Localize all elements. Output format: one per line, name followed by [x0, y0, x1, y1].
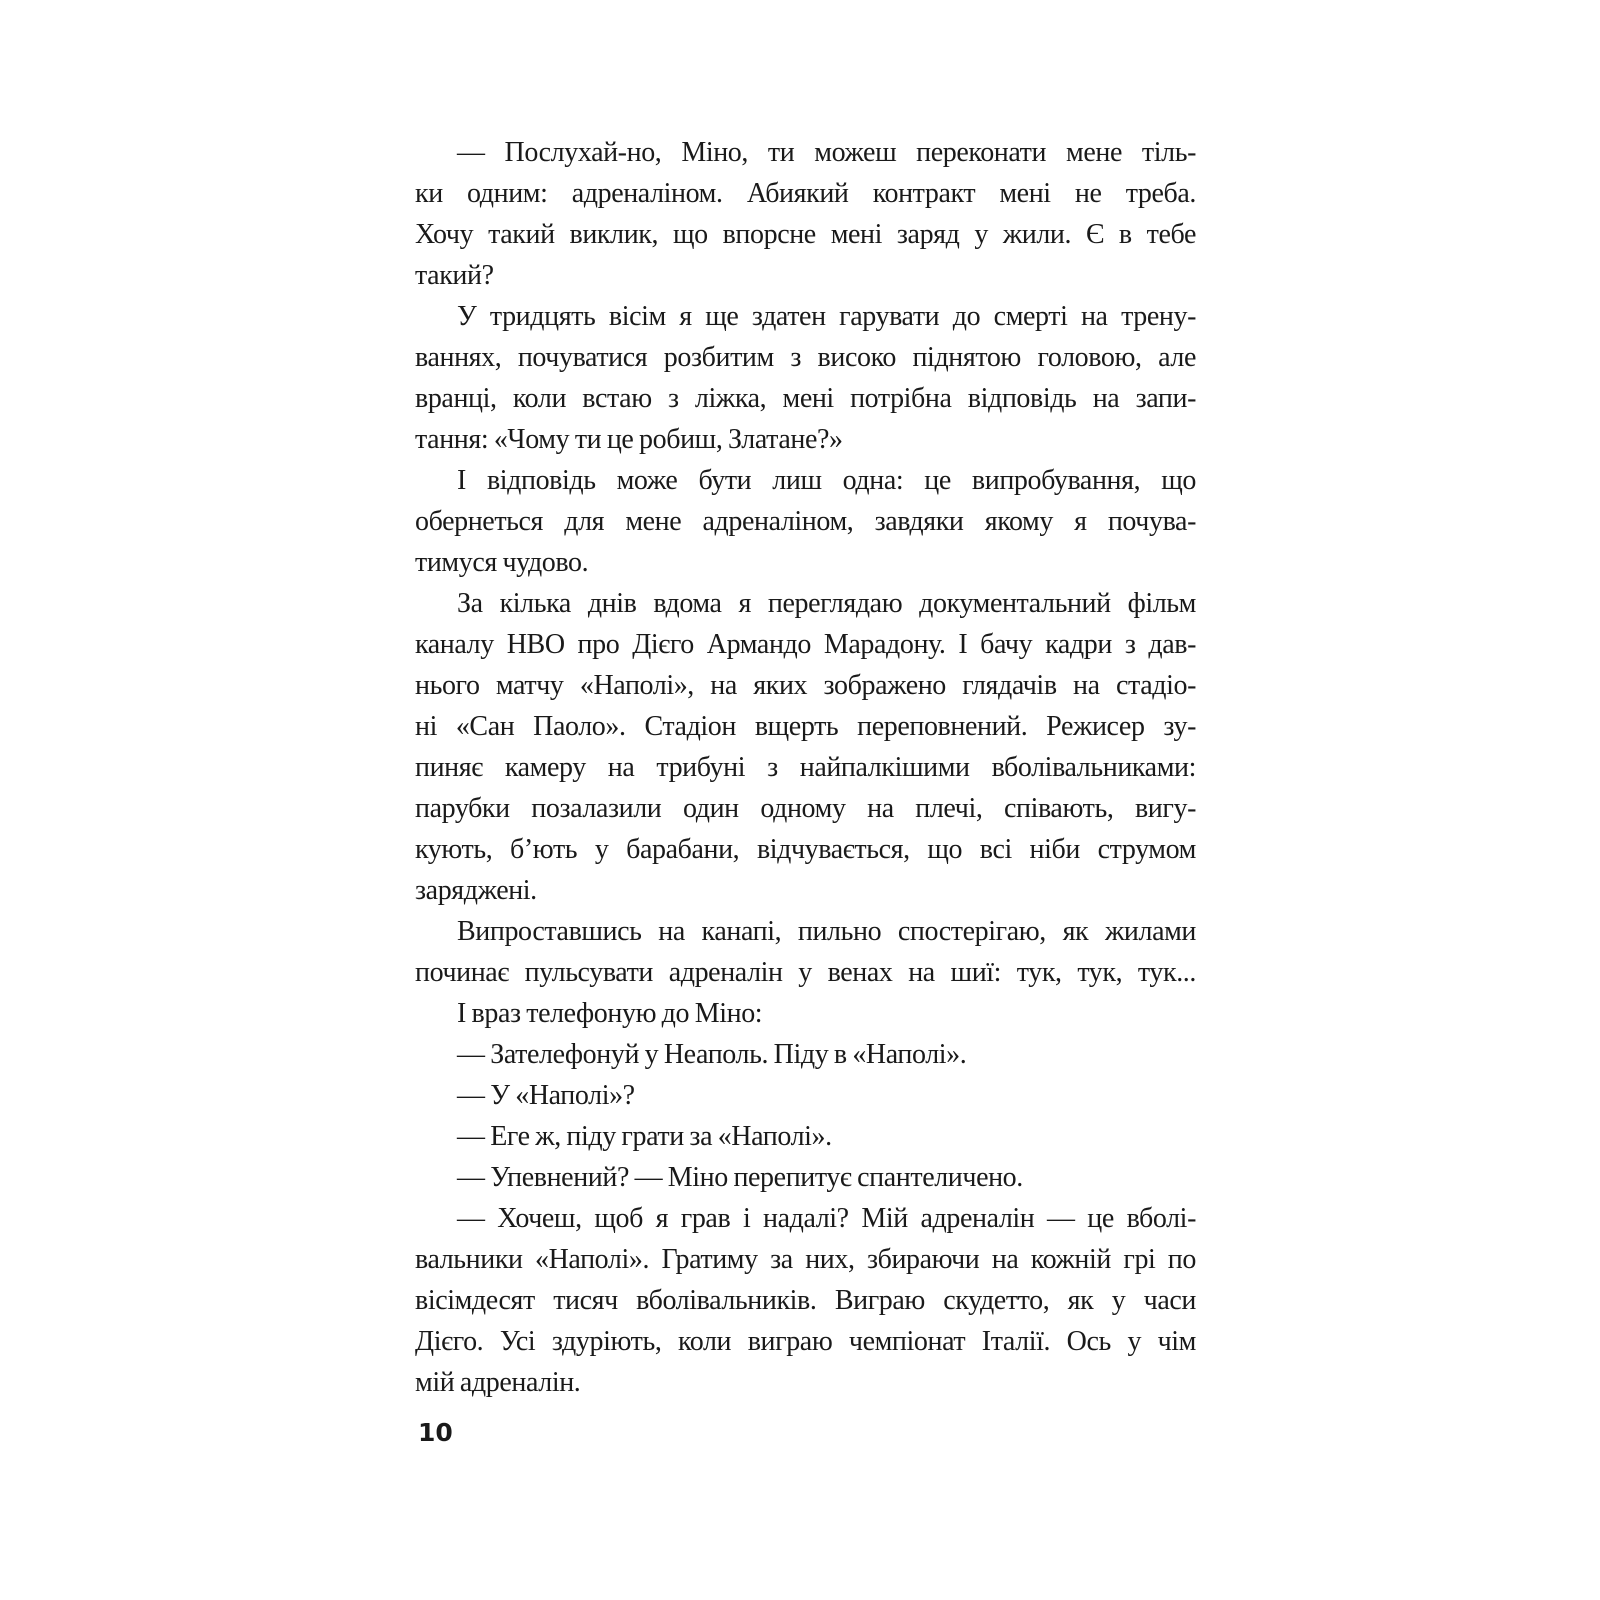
- text-line: кують, б’ють у барабани, відчувається, що всі ніби струмом: [415, 834, 1196, 865]
- text-line: тання: «Чому ти це робиш, Златане?»: [415, 424, 843, 455]
- text-line: каналу HBO про Дієго Армандо Марадону. І бачу кадри з дав-: [415, 629, 1196, 660]
- text-line: тимуся чудово.: [415, 547, 589, 578]
- text-line: Хочу такий виклик, що впорсне мені заряд у жили. Є в тебе: [415, 219, 1196, 250]
- text-line: вальники «Наполі». Гратиму за них, збираючи на кожній грі по: [415, 1244, 1196, 1275]
- text-line: починає пульсувати адреналін у венах на шиї: тук, тук, тук...: [415, 957, 1196, 988]
- text-line: мій адреналін.: [415, 1367, 581, 1398]
- text-line: обернеться для мене адреналіном, завдяки якому я почува-: [415, 506, 1196, 537]
- text-line: — У «Наполі»?: [457, 1080, 635, 1111]
- text-line: Випроставшись на канапі, пильно спостерігаю, як жилами: [457, 916, 1196, 947]
- text-line: заряджені.: [415, 875, 537, 906]
- text-line: І відповідь може бути лиш одна: це випробування, що: [457, 465, 1196, 496]
- text-line: ні «Сан Паоло». Стадіон вщерть переповнений. Режисер зу-: [415, 711, 1196, 742]
- text-line: І враз телефоную до Міно:: [457, 998, 763, 1029]
- text-line: — Послухай-но, Міно, ти можеш переконати мене тіль-: [457, 137, 1196, 168]
- text-line: такий?: [415, 260, 494, 291]
- text-line: парубки позалазили один одному на плечі, співають, вигу-: [415, 793, 1196, 824]
- text-line: — Зателефонуй у Неаполь. Піду в «Наполі».: [457, 1039, 967, 1070]
- page-number: 10: [418, 1418, 453, 1447]
- text-line: У тридцять вісім я ще здатен гарувати до смерті на трену-: [457, 301, 1196, 332]
- text-line: вісімдесят тисяч вболівальників. Виграю скудетто, як у часи: [415, 1285, 1196, 1316]
- text-line: ки одним: адреналіном. Абиякий контракт мені не треба.: [415, 178, 1196, 209]
- text-line: — Хочеш, щоб я грав і надалі? Мій адреналін — це вболі-: [457, 1203, 1196, 1234]
- text-line: нього матчу «Наполі», на яких зображено глядачів на стадіо-: [415, 670, 1196, 701]
- text-line: За кілька днів вдома я переглядаю документальний фільм: [457, 588, 1196, 619]
- text-line: Дієго. Усі здуріють, коли виграю чемпіонат Італії. Ось у чім: [415, 1326, 1196, 1357]
- text-line: — Еге ж, піду грати за «Наполі».: [457, 1121, 832, 1152]
- text-line: — Упевнений? — Міно перепитує спантеличено.: [457, 1162, 1023, 1193]
- text-line: ваннях, почуватися розбитим з високо піднятою головою, але: [415, 342, 1196, 373]
- page-body-text: [415, 132, 1196, 1403]
- text-line: пиняє камеру на трибуні з найпалкішими вболівальниками:: [415, 752, 1196, 783]
- text-line: вранці, коли встаю з ліжка, мені потрібна відповідь на запи-: [415, 383, 1196, 414]
